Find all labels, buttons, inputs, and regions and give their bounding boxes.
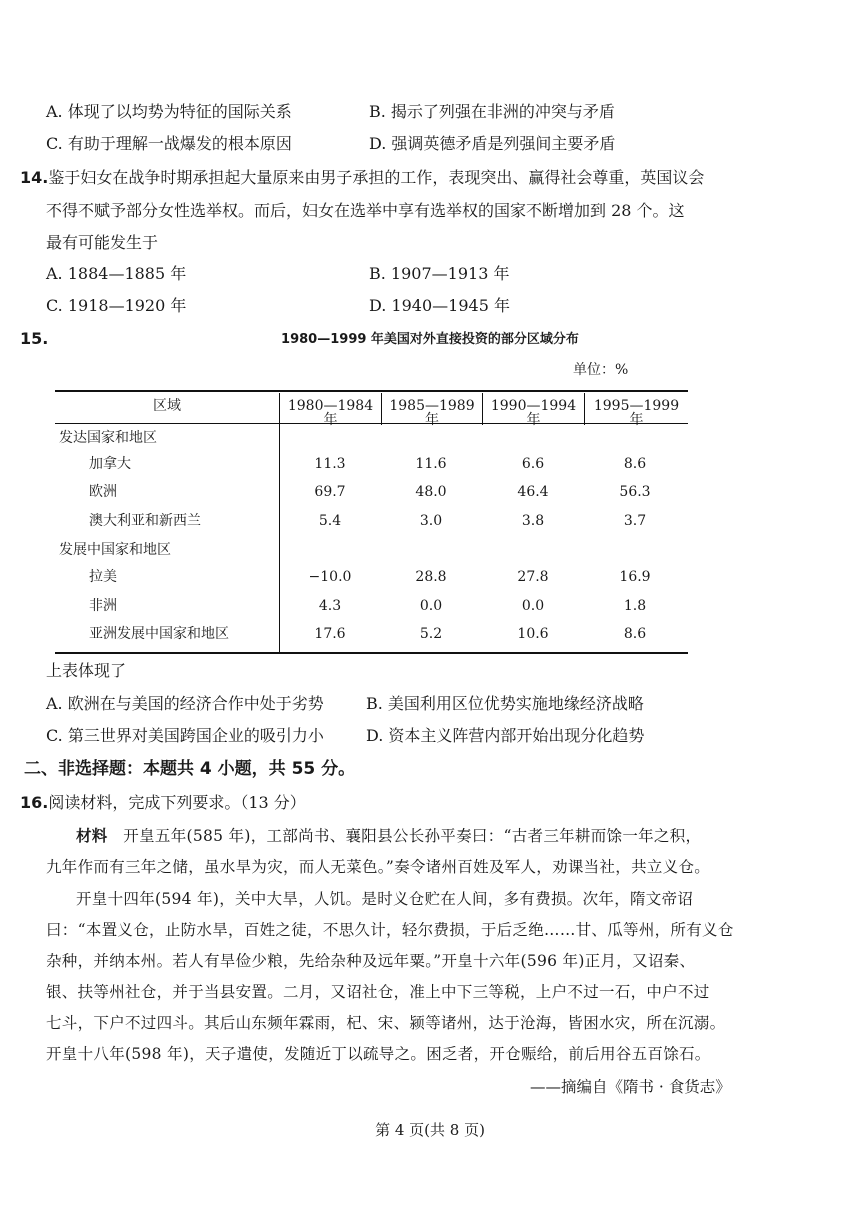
- q14-option-c: C. 1918—1920 年: [46, 296, 187, 315]
- q15-table-unit: 单位：%: [573, 362, 629, 378]
- table-bottom-rule: [55, 652, 688, 654]
- table-cell: 3.8: [521, 513, 545, 529]
- q16-material-line-8: 开皇十八年(598 年)，天子遣使，发随近丁以疏导之。困乏者，开仓赈给，前后用谷五百馀石。: [46, 1045, 711, 1063]
- q14-stem-text-1: 鉴于妇女在战争时期承担起大量原来由男子承担的工作，表现突出、赢得社会尊重，英国议会: [48, 168, 705, 187]
- table-cell: 5.2: [419, 626, 443, 642]
- q15-option-b: B. 美国利用区位优势实施地缘经济战略: [366, 694, 644, 713]
- q15-option-a: A. 欧洲在与美国的经济合作中处于劣势: [46, 694, 324, 713]
- table-cell: 8.6: [623, 456, 647, 472]
- table-cell: 8.6: [623, 626, 647, 642]
- page-number: 第 4 页(共 8 页): [375, 1121, 485, 1139]
- table-group-developing: 发展中国家和地区: [59, 542, 171, 558]
- q14-stem-line-2: 不得不赋予部分女性选举权。而后，妇女在选举中享有选举权的国家不断增加到 28 个。这: [46, 201, 685, 220]
- q14-option-a: A. 1884—1885 年: [46, 264, 187, 283]
- q16-number: 16.: [20, 793, 49, 812]
- q14-stem-line-3: 最有可能发生于: [46, 233, 159, 252]
- table-cell: −10.0: [308, 569, 352, 585]
- q14-option-b: B. 1907—1913 年: [369, 264, 510, 283]
- q16-material-line-5: 杂种，并纳本州。若人有旱俭少粮，先给杂种及远年粟。”开皇十六年(596 年)正月，又诏秦、: [46, 952, 696, 970]
- section-heading: 二、非选择题：本题共 4 小题，共 55 分。: [24, 759, 356, 779]
- material-label: 材料: [76, 827, 108, 845]
- q16-stem-text: 阅读材料，完成下列要求。（13 分）: [48, 793, 306, 812]
- material-text: 开皇五年(585 年)，工部尚书、襄阳县公长孙平奏曰：“古者三年耕而馀一年之积，: [123, 827, 702, 845]
- q16-material-line-2: 九年作而有三年之储，虽水旱为灾，而人无菜色。”奏令诸州百姓及军人，劝课当社，共立义仓。: [46, 858, 711, 876]
- table-top-rule: [55, 390, 688, 392]
- table-cell: 46.4: [517, 484, 549, 500]
- table-header-period-2: 1985—1989 年: [389, 398, 475, 428]
- q15-option-c: C. 第三世界对美国跨国企业的吸引力小: [46, 726, 324, 745]
- q15-stem: 上表体现了: [46, 661, 127, 680]
- table-row-label: 亚洲发展中国家和地区: [89, 626, 229, 642]
- table-header-period-3: 1990—1994 年: [490, 398, 577, 428]
- table-cell: 10.6: [517, 626, 549, 642]
- table-cell: 11.6: [415, 456, 447, 472]
- q16-material-line-3: 开皇十四年(594 年)，关中大旱，人饥。是时义仓贮在人间，多有费损。次年，隋文帝诏: [76, 890, 694, 908]
- q14-stem-line-1: [20, 170, 704, 186]
- q16-material-line-7: 七斗，下户不过四斗。其后山东频年霖雨，杞、宋、颍等诸州，达于沧海，皆困水灾，所在沉溺。: [46, 1014, 726, 1032]
- table-cell: 3.0: [419, 513, 443, 529]
- table-header-period-1: 1980—1984 年: [287, 398, 374, 428]
- table-cell: 0.0: [521, 598, 545, 614]
- table-cell: 17.6: [314, 626, 346, 642]
- table-cell: 6.6: [521, 456, 545, 472]
- table-row-label: 欧洲: [89, 484, 117, 500]
- table-header-period-4: 1995—1999 年: [593, 398, 680, 428]
- q15-number: 15.: [20, 329, 49, 348]
- table-cell: 56.3: [619, 484, 651, 500]
- q14-option-d: D. 1940—1945 年: [369, 296, 510, 315]
- q15-table-title: 1980—1999 年美国对外直接投资的部分区域分布: [281, 332, 579, 347]
- table-cell: 16.9: [619, 569, 651, 585]
- q16-source: ——摘编自《隋书 · 食货志》: [530, 1078, 731, 1096]
- q13-option-c: C. 有助于理解一战爆发的根本原因: [46, 134, 292, 153]
- table-cell: 69.7: [314, 484, 346, 500]
- table-group-developed: 发达国家和地区: [59, 430, 157, 446]
- q13-option-b: B. 揭示了列强在非洲的冲突与矛盾: [369, 102, 615, 121]
- table-cell: 4.3: [318, 598, 342, 614]
- table-row-label: 非洲: [89, 598, 117, 614]
- table-header-region: 区域: [153, 398, 181, 414]
- table-cell: 1.8: [623, 598, 647, 614]
- table-cell: 28.8: [415, 569, 447, 585]
- q14-number: 14.: [20, 168, 49, 187]
- q16-material-line-1: [76, 821, 741, 852]
- table-row-label: 拉美: [89, 569, 117, 585]
- table-row-label: 加拿大: [89, 456, 131, 472]
- q15-option-d: D. 资本主义阵营内部开始出现分化趋势: [366, 726, 645, 745]
- table-cell: 3.7: [623, 513, 647, 529]
- table-cell: 27.8: [517, 569, 549, 585]
- table-cell: 0.0: [419, 598, 443, 614]
- table-cell: 48.0: [415, 484, 447, 500]
- table-cell: 5.4: [318, 513, 342, 529]
- q16-material-line-4: 曰：“本置义仓，止防水旱，百姓之徒，不思久计，轻尔费损，于后乏绝……甘、瓜等州，所有义仓: [46, 921, 734, 939]
- q13-option-d: D. 强调英德矛盾是列强间主要矛盾: [369, 134, 616, 153]
- q16-stem: [20, 795, 306, 811]
- table-column-divider: [279, 393, 280, 653]
- q16-material-line-6: 银、扶等州社仓，并于当县安置。二月，又诏社仓，准上中下三等税，上户不过一石，中户不过: [46, 983, 710, 1001]
- table-cell: 11.3: [314, 456, 346, 472]
- q13-option-a: A. 体现了以均势为特征的国际关系: [46, 102, 292, 121]
- table-row-label: 澳大利亚和新西兰: [89, 513, 201, 529]
